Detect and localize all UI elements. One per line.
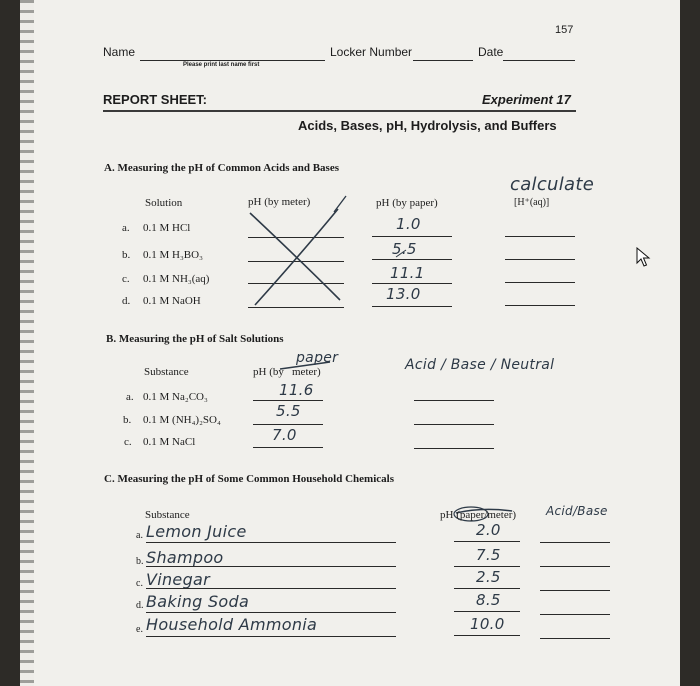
row-b1-letter: a.: [126, 391, 134, 403]
locker-label: Locker Number: [330, 45, 413, 59]
row-c2-value: 7.5: [476, 546, 501, 564]
experiment-number: Experiment 17: [482, 92, 571, 107]
row-a-letter: a.: [122, 222, 130, 234]
row-b2-abn-blank[interactable]: [414, 424, 494, 425]
col-acid-base-neutral: Acid / Base / Neutral: [405, 357, 555, 373]
row-c-paper-value: 11.1: [390, 264, 425, 282]
row-c5-ab-blank[interactable]: [540, 638, 610, 639]
row-b3-value: 7.0: [272, 426, 297, 444]
row-c2-letter: b.: [136, 556, 144, 567]
mouse-cursor-icon: [636, 247, 652, 267]
row-c2-substance: Shampoo: [146, 548, 224, 567]
row-c4-ph-blank[interactable]: [454, 611, 520, 612]
row-c-letter: c.: [122, 273, 130, 285]
col-ph-paper: pH (by paper): [376, 197, 438, 209]
report-subtitle: Acids, Bases, pH, Hydrolysis, and Buffers: [298, 118, 557, 133]
row-c5-letter: e.: [136, 624, 143, 635]
row-c1-ph-blank[interactable]: [454, 541, 520, 542]
date-label: Date: [478, 45, 504, 59]
col-ph-b-struck: meter): [292, 366, 321, 378]
row-b-letter: b.: [122, 249, 131, 261]
row-b2-value: 5.5: [276, 402, 301, 420]
row-d-solution: 0.1 M NaOH: [143, 295, 201, 307]
row-c5-ph-blank[interactable]: [454, 635, 520, 636]
row-b1-substance: 0.1 M Na₂CO₃: [143, 391, 208, 403]
col-ph-c: pH (paper/meter): [440, 509, 517, 521]
row-c3-letter: c.: [136, 578, 143, 589]
col-ph-b-note: paper: [296, 350, 339, 366]
row-a-paper-value: 1.0: [396, 215, 421, 233]
row-b2-ph-blank[interactable]: [253, 424, 323, 425]
row-c2-ph-blank[interactable]: [454, 566, 520, 567]
row-b2-letter: b.: [123, 414, 132, 426]
row-b3-ph-blank[interactable]: [253, 447, 323, 448]
row-c5-substance: Household Ammonia: [146, 615, 318, 634]
col-ph-meter: pH (by meter): [248, 196, 311, 208]
row-b3-substance: 0.1 M NaCl: [143, 436, 196, 448]
report-title: REPORT SHEET:: [103, 92, 208, 107]
page-number: 157: [555, 24, 574, 36]
row-c4-letter: d.: [136, 600, 144, 611]
row-a-solution: 0.1 M HCl: [143, 222, 191, 234]
col-substance-c: Substance: [145, 509, 190, 521]
row-b3-abn-blank[interactable]: [414, 448, 494, 449]
row-c3-substance: Vinegar: [146, 570, 211, 589]
row-c1-letter: a.: [136, 530, 143, 541]
section-a-title: A. Measuring the pH of Common Acids and Bases: [104, 162, 339, 174]
row-c4-substance-blank[interactable]: [146, 612, 396, 613]
row-c1-substance: Lemon Juice: [146, 522, 247, 541]
row-b2-substance: 0.1 M (NH₄)₂SO₄: [143, 414, 221, 426]
row-c4-value: 8.5: [476, 591, 501, 609]
row-c4-substance: Baking Soda: [146, 592, 250, 611]
row-c-solution: 0.1 M NH₃(aq): [143, 273, 210, 285]
row-c3-ab-blank[interactable]: [540, 590, 610, 591]
col-ph-b: pH (by: [253, 366, 284, 378]
section-c-title: C. Measuring the pH of Some Common Household Chemicals: [104, 473, 394, 485]
row-b-paper-value: 5.5: [392, 240, 417, 258]
name-label: Name: [103, 45, 136, 59]
row-b1-abn-blank[interactable]: [414, 400, 494, 401]
row-c2-substance-blank[interactable]: [146, 566, 396, 567]
row-d-paper-value: 13.0: [386, 285, 421, 303]
calculate-note: calculate: [510, 174, 595, 195]
col-h-conc: [H⁺(aq)]: [514, 197, 550, 208]
row-b1-ph-blank[interactable]: [253, 400, 323, 401]
row-c3-substance-blank[interactable]: [146, 588, 396, 589]
row-c3-value: 2.5: [476, 568, 501, 586]
row-b-solution: 0.1 M H₃BO₃: [143, 249, 203, 261]
col-substance-b: Substance: [144, 366, 189, 378]
row-c3-ph-blank[interactable]: [454, 588, 520, 589]
row-c5-value: 10.0: [470, 615, 505, 633]
row-d-letter: d.: [122, 295, 131, 307]
row-c1-ab-blank[interactable]: [540, 542, 610, 543]
row-c5-substance-blank[interactable]: [146, 636, 396, 637]
row-c1-value: 2.0: [476, 521, 501, 539]
row-c4-ab-blank[interactable]: [540, 614, 610, 615]
col-acid-base-c: Acid/Base: [546, 504, 608, 518]
name-hint: Please print last name first: [183, 62, 260, 68]
row-b3-letter: c.: [124, 436, 132, 448]
row-c2-ab-blank[interactable]: [540, 566, 610, 567]
row-b1-value: 11.6: [279, 381, 314, 399]
col-solution: Solution: [145, 197, 183, 209]
row-c1-substance-blank[interactable]: [146, 542, 396, 543]
section-b-title: B. Measuring the pH of Salt Solutions: [106, 333, 284, 345]
